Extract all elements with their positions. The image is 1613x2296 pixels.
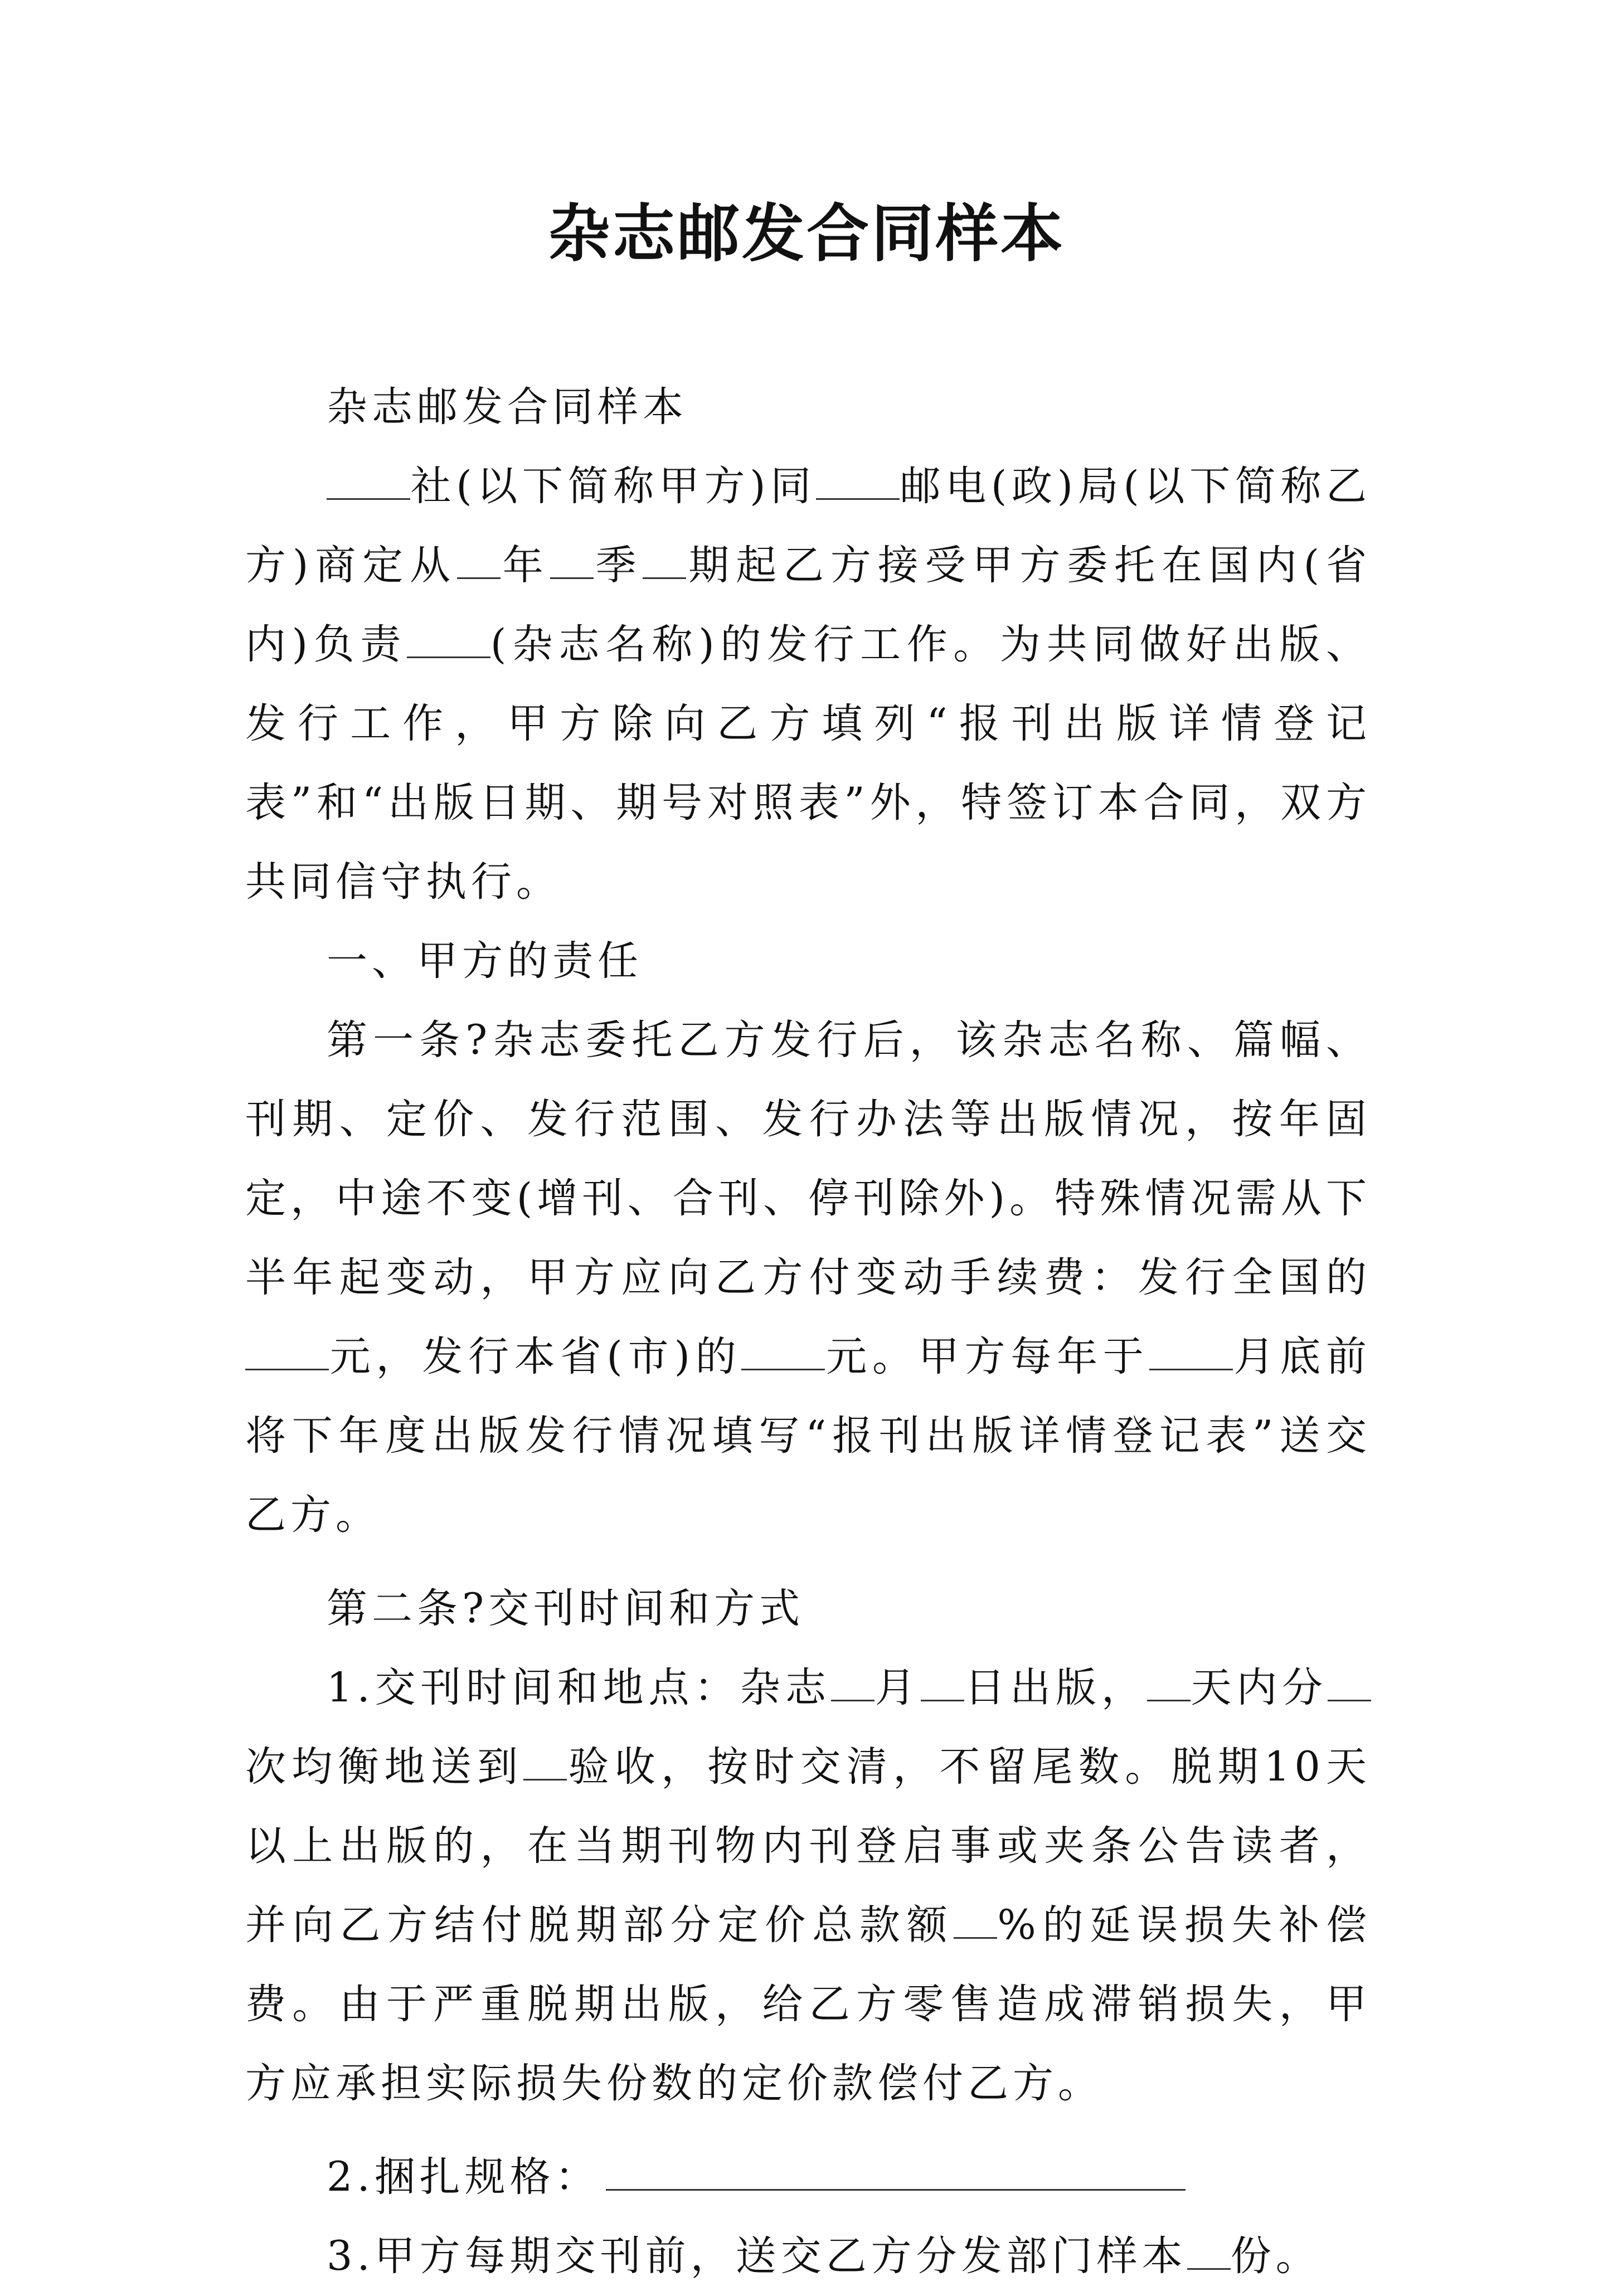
article-1-paragraph [245, 1001, 1371, 1555]
fill-blank-batches [1328, 1661, 1371, 1701]
article-1-text-3: 元。甲方每年于 [825, 1333, 1149, 1380]
fill-blank-pub-month [831, 1661, 874, 1701]
fill-blank-publisher [327, 460, 410, 500]
item-3-text-1: 3.甲方每期交刊前，送交乙方分发部门样本 [327, 2232, 1187, 2280]
fill-blank-year [457, 539, 501, 579]
intro-text-1: 社(以下简称甲方)同 [410, 463, 816, 510]
article-1-text-4: 月底前将下年度出版发行情况填写“报刊出版详情登记表”送交乙方。 [245, 1333, 1372, 1539]
item-1-text-3: 日出版， [964, 1664, 1147, 1711]
item-1-text-5: 次均衡地送到 [245, 1743, 524, 1791]
fill-blank-issue [643, 539, 686, 579]
fill-blank-sample-count [1187, 2230, 1231, 2270]
item-1-text-1: 1.交刊时间和地点：杂志 [327, 1664, 831, 1711]
fill-blank-days [1147, 1661, 1191, 1701]
item-1-paragraph [245, 1648, 1371, 2123]
fill-blank-location [523, 1740, 567, 1781]
intro-paragraph [245, 447, 1371, 922]
article-1-text-1: 第一条?杂志委托乙方发行后，该杂志名称、篇幅、刊期、定价、发行范围、发行办法等出版情况，按年固定，中途不变(增刊、合刊、停刊除外)。特殊情况需从下半年起变动，甲方应向乙方付变动手续费：发行全国的 [245, 1016, 1371, 1301]
section-heading: 一、甲方的责任 [327, 937, 643, 985]
intro-text-2: 邮电(政)局(以下简称乙方)商定从 [245, 463, 1371, 589]
fill-blank-fee-national [245, 1330, 329, 1370]
item-2-label: 2.捆扎规格： [327, 2153, 600, 2201]
document-body [245, 368, 1371, 2296]
article-2-heading: 第二条?交刊时间和方式 [327, 1585, 805, 1632]
fill-blank-magazine-name [407, 618, 490, 658]
document-title: 杂志邮发合同样本 [548, 197, 1065, 270]
fill-blank-month [1149, 1330, 1233, 1370]
item-3-paragraph [245, 2217, 1371, 2296]
document-subtitle: 杂志邮发合同样本 [327, 383, 688, 431]
item-3-text-2: 份。 [1230, 2232, 1321, 2280]
fill-blank-percent [954, 1899, 997, 1939]
item-1-text-2: 月 [874, 1664, 921, 1711]
intro-text-6: (杂志名称)的发行工作。为共同做好出版、发行工作，甲方除向乙方填列“报刊出版详情登记表”和“出版日期、期号对照表”外，特签订本合同，双方共同信守执行。 [245, 621, 1371, 906]
fill-blank-post-office [816, 460, 900, 500]
item-1-text-6: 验收，按时交清，不留尾数。脱期10天以上出版的，在当期刊物内刊登启事或夹条公告读者，并向乙方结付脱期部分定价总款额 [245, 1743, 1372, 1949]
intro-text-5: 期起乙方接受甲方委托在国内(省内)负责 [245, 542, 1372, 668]
intro-text-4: 季 [593, 542, 643, 589]
item-1-text-7: %的延误损失补偿费。由于严重脱期出版，给乙方零售造成滞销损失，甲方应承担实际损失份数的定价款偿付乙方。 [245, 1901, 1371, 2107]
fill-blank-pub-day [921, 1661, 964, 1701]
intro-text-3: 年 [500, 542, 550, 589]
fill-blank-fee-provincial [741, 1330, 825, 1370]
item-1-text-4: 天内分 [1190, 1664, 1328, 1711]
article-1-text-2: 元，发行本省(市)的 [329, 1333, 742, 1380]
fill-blank-quarter [550, 539, 594, 579]
fill-blank-bundling-spec [606, 2151, 1186, 2191]
item-2-paragraph [245, 2138, 1371, 2217]
